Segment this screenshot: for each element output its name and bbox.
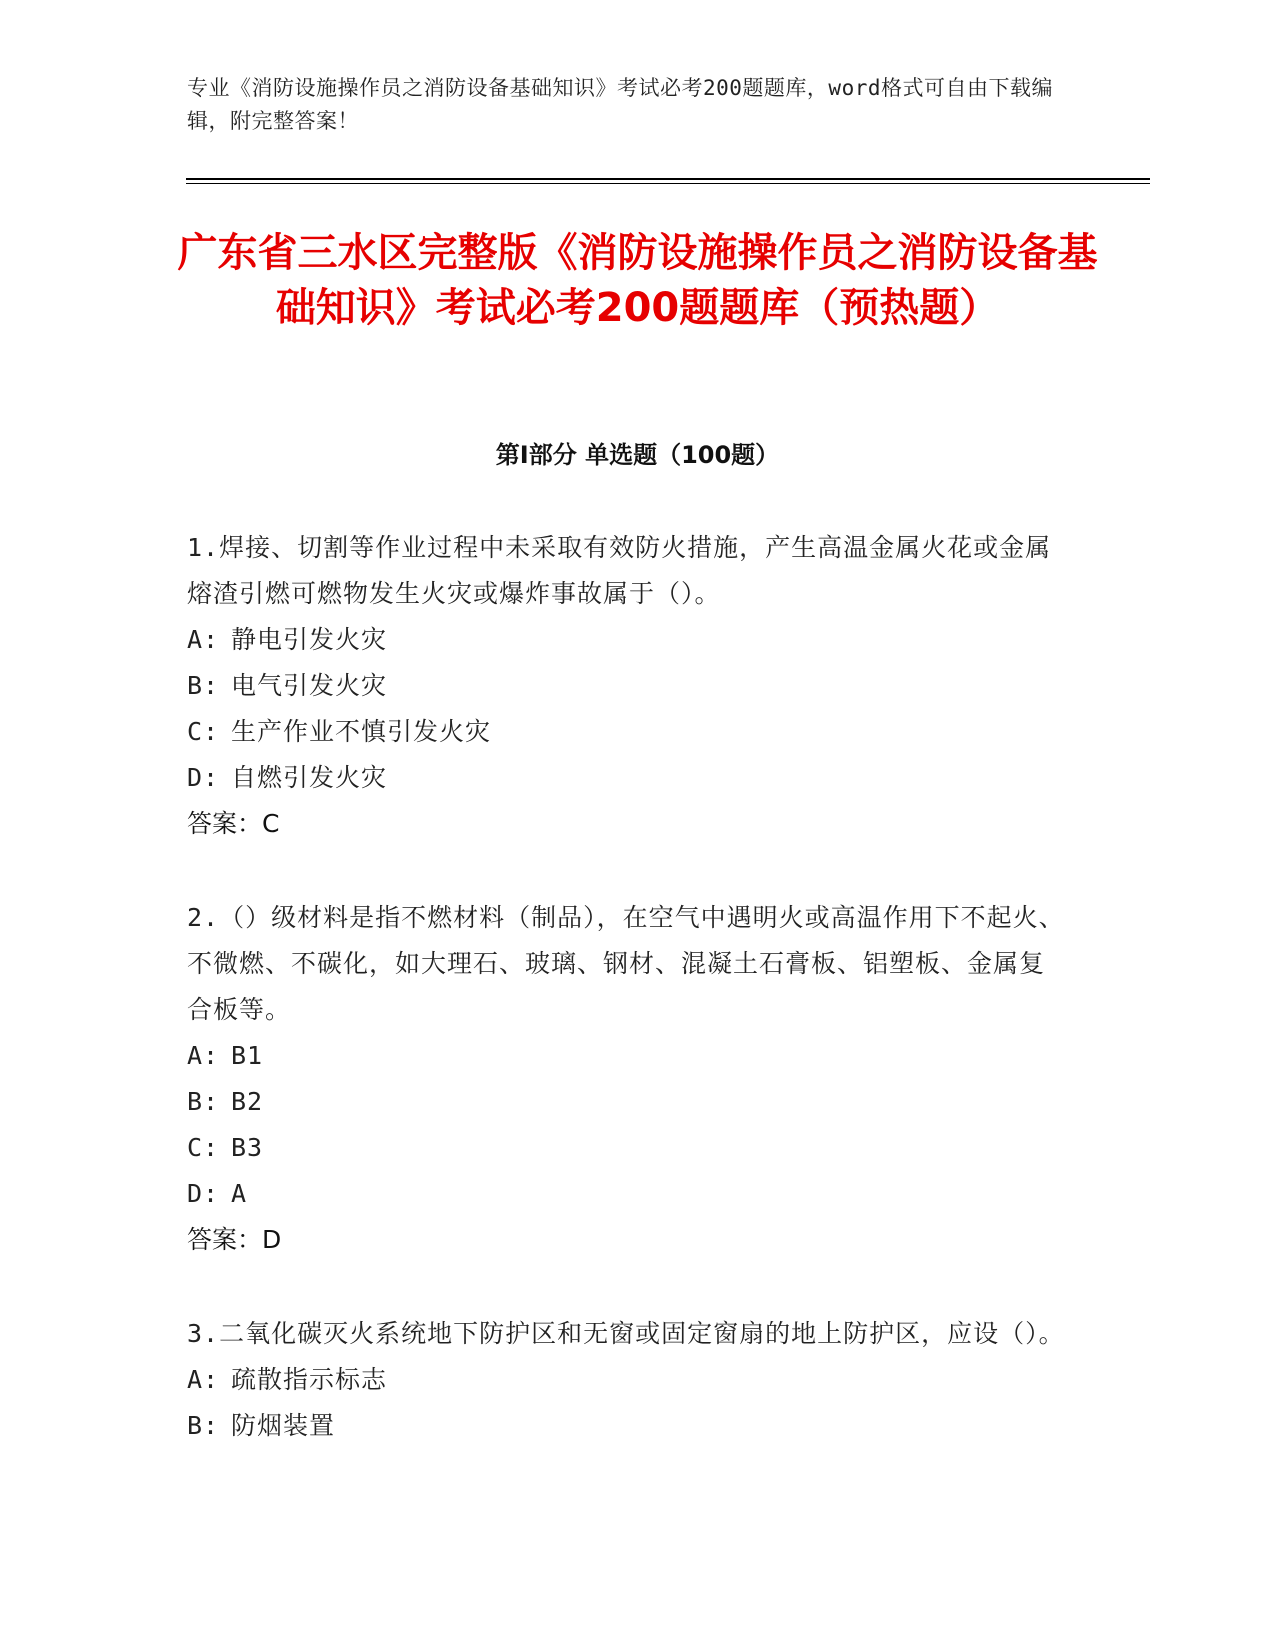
option-a <box>187 1033 1067 1079</box>
option-text: 静电引发火灾 <box>231 625 388 654</box>
option-text: 疏散指示标志 <box>231 1365 388 1394</box>
question-3 <box>187 1311 1067 1449</box>
option-key: B: <box>187 1087 220 1116</box>
option-c <box>187 1125 1067 1171</box>
option-text: A <box>231 1179 248 1208</box>
option-key: B: <box>187 1411 220 1440</box>
option-text: 生产作业不慎引发火灾 <box>231 717 492 746</box>
option-text: B1 <box>231 1041 264 1070</box>
answer-line: 答案：C <box>187 809 280 838</box>
question-stem: 2.（）级材料是指不燃材料（制品），在空气中遇明火或高温作用下不起火、不微燃、不碳化，如大理石、玻璃、钢材、混凝土石膏板、铝塑板、金属复合板等。 <box>187 903 1065 1024</box>
option-text: 电气引发火灾 <box>231 671 388 700</box>
option-text: B2 <box>231 1087 264 1116</box>
option-key: C: <box>187 717 220 746</box>
answer-line: 答案：D <box>187 1225 282 1254</box>
section-heading: 第I部分 单选题（100题） <box>495 441 780 469</box>
option-text: B3 <box>231 1133 264 1162</box>
option-d <box>187 755 1067 801</box>
option-key: D: <box>187 763 220 792</box>
header-divider-thin <box>186 183 1150 184</box>
question-2 <box>187 895 1067 1263</box>
document-title: 广东省三水区完整版《消防设施操作员之消防设备基础知识》考试必考200题题库（预热题） <box>177 230 1098 331</box>
option-key: D: <box>187 1179 220 1208</box>
header-note: 专业《消防设施操作员之消防设备基础知识》考试必考200题题库，word格式可自由下载编辑，附完整答案！ <box>187 76 1053 133</box>
option-b <box>187 663 1067 709</box>
header-divider <box>186 178 1150 180</box>
option-key: A: <box>187 1365 220 1394</box>
option-b <box>187 1079 1067 1125</box>
option-text: 自燃引发火灾 <box>231 763 388 792</box>
option-a <box>187 617 1067 663</box>
option-key: A: <box>187 625 220 654</box>
option-a <box>187 1357 1067 1403</box>
option-b <box>187 1403 1067 1449</box>
option-key: C: <box>187 1133 220 1162</box>
question-1 <box>187 525 1067 847</box>
question-list <box>187 525 1067 1497</box>
option-d <box>187 1171 1067 1217</box>
option-c <box>187 709 1067 755</box>
option-text: 防烟装置 <box>231 1411 336 1440</box>
question-stem: 3.二氧化碳灭火系统地下防护区和无窗或固定窗扇的地上防护区，应设（）。 <box>187 1319 1065 1348</box>
option-key: B: <box>187 671 220 700</box>
question-stem: 1.焊接、切割等作业过程中未采取有效防火措施，产生高温金属火花或金属熔渣引燃可燃物发生火灾或爆炸事故属于（）。 <box>187 533 1052 608</box>
option-key: A: <box>187 1041 220 1070</box>
